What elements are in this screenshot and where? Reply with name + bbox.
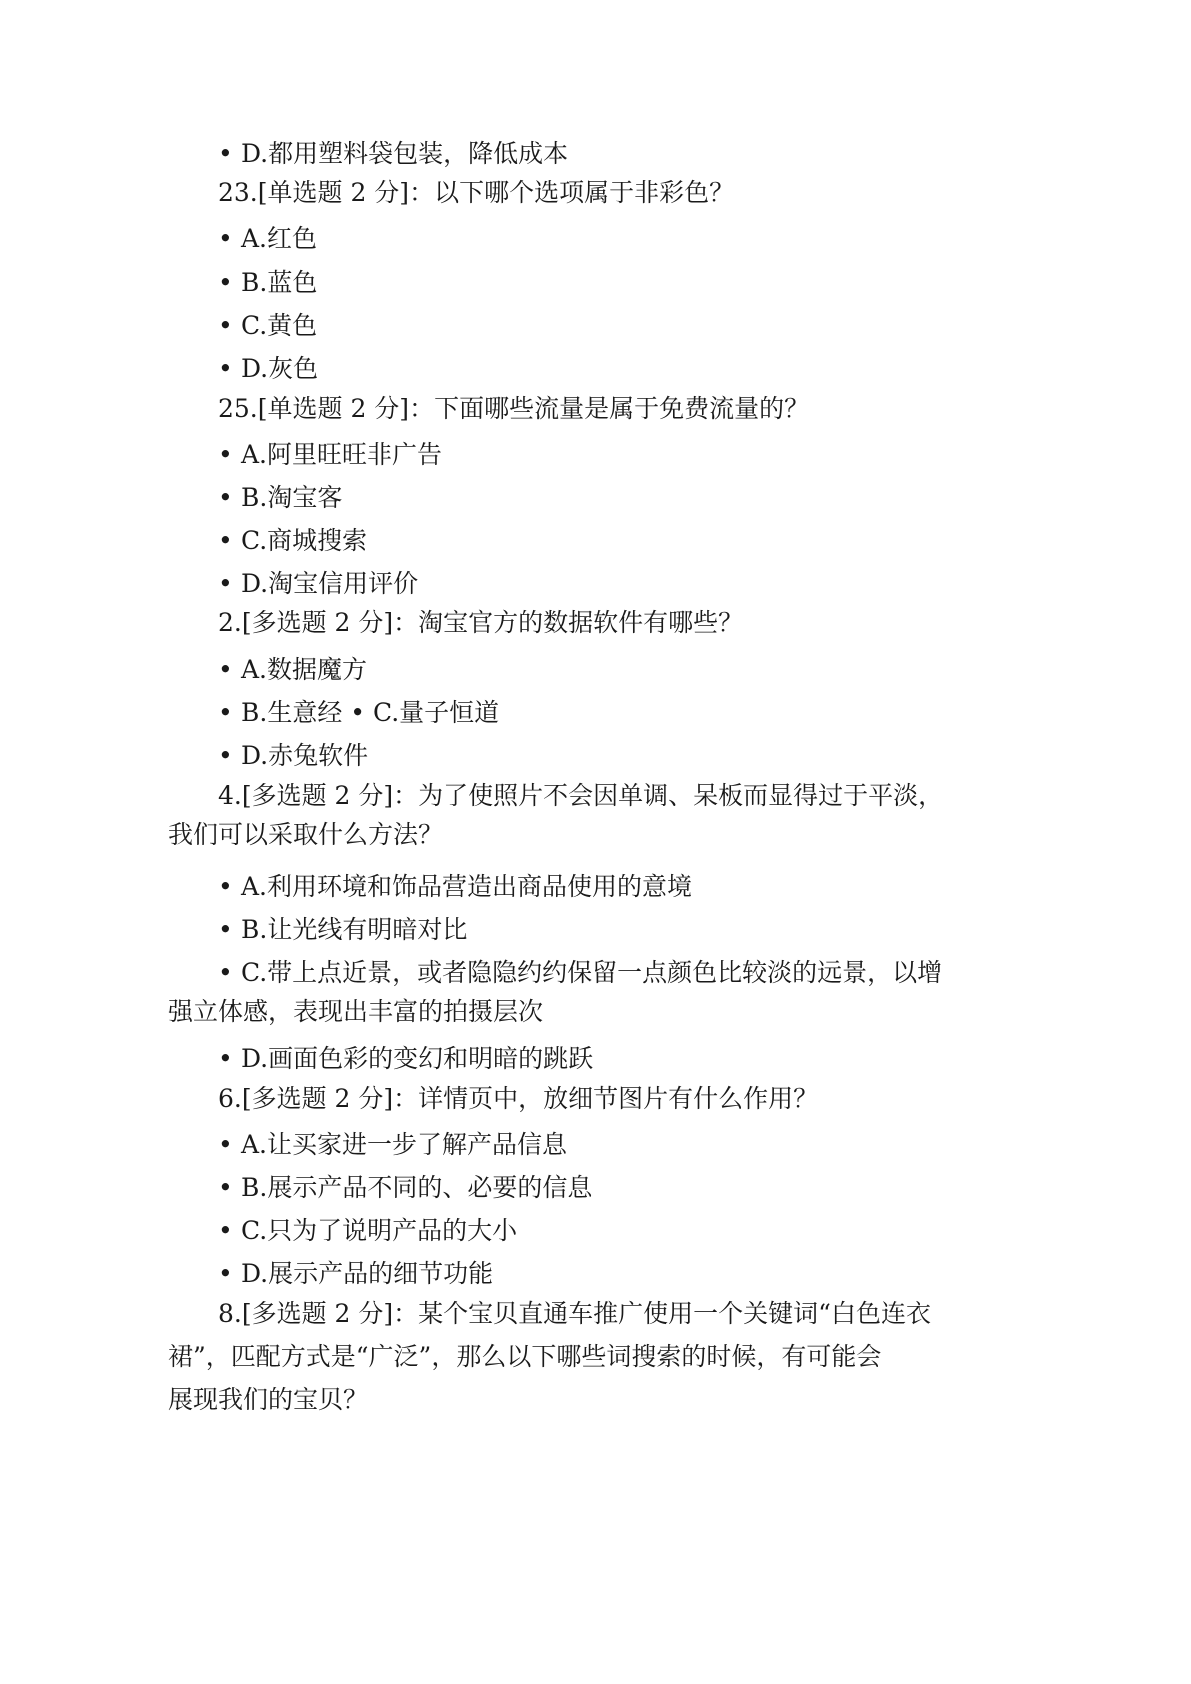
option-item bbox=[218, 913, 467, 947]
bullet-icon: • bbox=[218, 872, 233, 901]
bullet-icon: • bbox=[218, 1259, 233, 1288]
question-text: 4.[多选题 2 分]：为了使照片不会因单调、呆板而显得过于平淡， bbox=[218, 781, 944, 810]
bullet-icon: • bbox=[218, 741, 233, 770]
option-text: A.数据魔方 bbox=[241, 655, 368, 684]
bullet-icon: • bbox=[218, 1216, 233, 1245]
bullet-icon: • bbox=[218, 655, 233, 684]
question-continuation: 展现我们的宝贝？ bbox=[168, 1385, 369, 1414]
option-item bbox=[218, 653, 367, 687]
option-item bbox=[218, 696, 499, 730]
option-text: B.淘宝客 bbox=[241, 483, 343, 512]
option-item bbox=[218, 1214, 517, 1248]
bullet-icon: • bbox=[218, 1173, 233, 1202]
question-continuation: 强立体感，表现出丰富的拍摄层次 bbox=[168, 997, 544, 1026]
question-text: 23.[单选题 2 分]：以下哪个选项属于非彩色？ bbox=[218, 178, 735, 207]
option-text: C.商城搜索 bbox=[241, 526, 368, 555]
option-text: A.让买家进一步了解产品信息 bbox=[241, 1130, 568, 1159]
option-item bbox=[218, 956, 942, 990]
option-text: B.蓝色 bbox=[241, 268, 318, 297]
option-text: A.利用环境和饰品营造出商品使用的意境 bbox=[241, 872, 693, 901]
bullet-icon: • bbox=[218, 354, 233, 383]
bullet-icon: • bbox=[218, 569, 233, 598]
bullet-icon: • bbox=[218, 440, 233, 469]
option-item bbox=[218, 309, 317, 343]
bullet-icon: • bbox=[218, 483, 233, 512]
option-text: B.展示产品不同的、必要的信息 bbox=[241, 1173, 593, 1202]
option-item bbox=[218, 739, 368, 773]
option-item bbox=[218, 438, 442, 472]
option-text: C.只为了说明产品的大小 bbox=[241, 1216, 518, 1245]
bullet-icon: • bbox=[218, 1044, 233, 1073]
option-item bbox=[218, 1042, 593, 1076]
option-item bbox=[218, 870, 692, 904]
option-text: D.淘宝信用评价 bbox=[241, 569, 419, 598]
bullet-icon: • bbox=[218, 698, 233, 727]
option-text: C.带上点近景，或者隐隐约约保留一点颜色比较淡的远景，以增 bbox=[241, 958, 943, 987]
option-item bbox=[218, 266, 317, 300]
bullet-icon: • bbox=[218, 268, 233, 297]
option-text: D.灰色 bbox=[241, 354, 319, 383]
option-text: D.展示产品的细节功能 bbox=[241, 1259, 494, 1288]
bullet-icon: • bbox=[218, 1130, 233, 1159]
option-text: B.让光线有明暗对比 bbox=[241, 915, 468, 944]
question-text: 8.[多选题 2 分]：某个宝贝直通车推广使用一个关键词“白色连衣 bbox=[218, 1299, 931, 1328]
option-item bbox=[218, 567, 418, 601]
bullet-icon: • bbox=[218, 224, 233, 253]
option-text: D.都用塑料袋包装，降低成本 bbox=[241, 139, 569, 168]
option-item bbox=[218, 222, 317, 256]
option-text: A.红色 bbox=[241, 224, 318, 253]
question-text: 6.[多选题 2 分]：详情页中，放细节图片有什么作用？ bbox=[218, 1084, 819, 1113]
bullet-icon: • bbox=[218, 958, 233, 987]
question-continuation: 我们可以采取什么方法？ bbox=[168, 820, 444, 849]
option-item bbox=[218, 481, 342, 515]
option-text: A.阿里旺旺非广告 bbox=[241, 440, 443, 469]
option-item bbox=[218, 1257, 493, 1291]
option-item bbox=[218, 524, 367, 558]
option-text: D.赤兔软件 bbox=[241, 741, 369, 770]
bullet-icon: • bbox=[218, 915, 233, 944]
option-item bbox=[218, 137, 568, 171]
option-item bbox=[218, 352, 318, 386]
question-continuation: 裙”，匹配方式是“广泛”，那么以下哪些词搜索的时候，有可能会 bbox=[168, 1342, 882, 1371]
option-text: B.生意经 • C.量子恒道 bbox=[241, 698, 500, 727]
question-text: 2.[多选题 2 分]：淘宝官方的数据软件有哪些？ bbox=[218, 608, 744, 637]
option-item bbox=[218, 1128, 567, 1162]
bullet-icon: • bbox=[218, 139, 233, 168]
question-text: 25.[单选题 2 分]：下面哪些流量是属于免费流量的？ bbox=[218, 394, 810, 423]
bullet-icon: • bbox=[218, 526, 233, 555]
option-text: C.黄色 bbox=[241, 311, 318, 340]
bullet-icon: • bbox=[218, 311, 233, 340]
option-text: D.画面色彩的变幻和明暗的跳跃 bbox=[241, 1044, 594, 1073]
option-item bbox=[218, 1171, 592, 1205]
